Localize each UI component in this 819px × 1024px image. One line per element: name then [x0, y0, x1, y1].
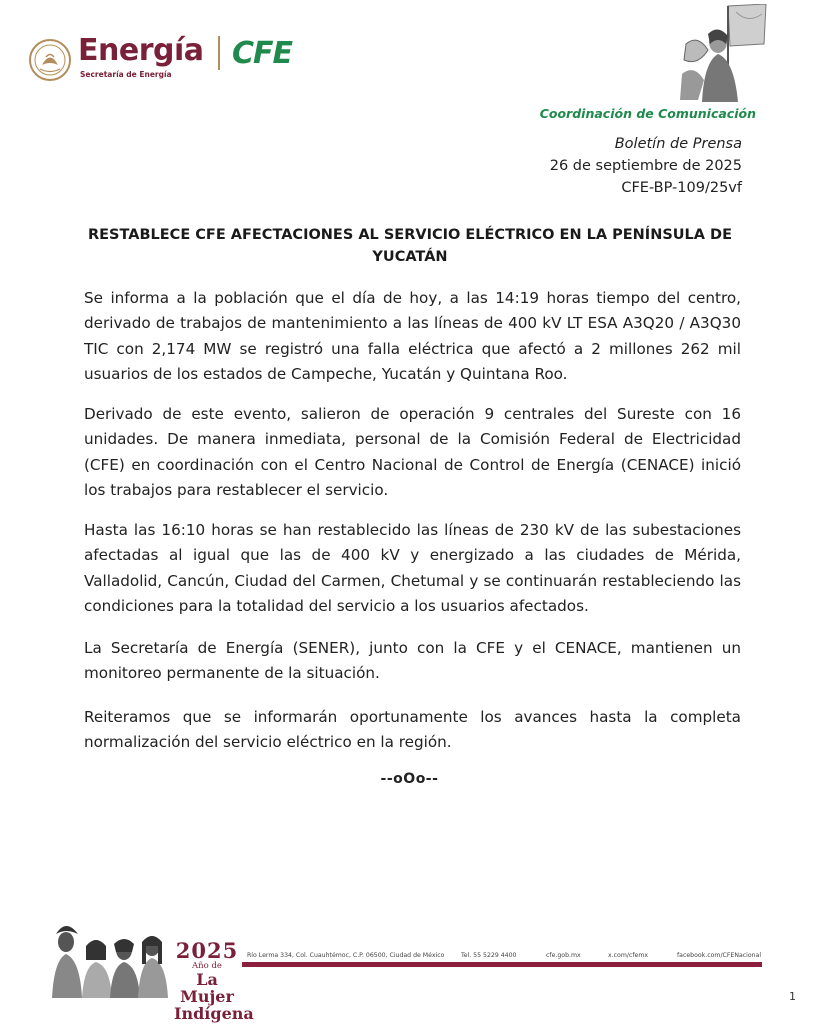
- closing-mark: --oOo--: [380, 771, 439, 787]
- bulletin-type: Boletín de Prensa: [614, 136, 742, 152]
- body-paragraph: Se informa a la población que el día de hoy, a las 14:19 horas tiempo del centro, derivado de trabajos de mantenimiento a las líneas de 400 kV LT ESA A3Q20 / A3Q30 TIC con 2,174 MW se registró una falla eléctrica que afectó a 2 millones 262 mil usuarios de los estados de Campeche, Yucatán y Quintana Roo.: [84, 289, 741, 384]
- year-logo-year: 2025: [175, 938, 239, 963]
- coat-of-arms-icon: [28, 38, 72, 82]
- bulletin-code: CFE-BP-109/25vf: [621, 180, 742, 196]
- body-paragraph: Reiteramos que se informarán oportunamente los avances hasta la completa normalización del servicio eléctrico en la región.: [84, 708, 741, 752]
- footer-phone: Tel. 55 5229 4400: [461, 952, 517, 959]
- department-label: Coordinación de Comunicación: [539, 106, 756, 121]
- indigenous-women-illustration: [46, 920, 170, 998]
- heroine-flag-illustration: [678, 4, 770, 104]
- year-logo-line1: La Mujer: [180, 970, 234, 1006]
- footer-website-link[interactable]: cfe.gob.mx: [546, 952, 581, 959]
- body-paragraph: Derivado de este evento, salieron de operación 9 centrales del Sureste con 16 unidades. De manera inmediata, personal de la Comisión Federal de Electricidad (CFE) en coordinación con el Centro Nacional de Control de Energía (CENACE) inició los trabajos para restablecer el servicio.: [84, 405, 741, 500]
- cfe-logo: CFE: [232, 36, 293, 71]
- ministry-subtitle: Secretaría de Energía: [80, 70, 172, 79]
- footer-x-link[interactable]: x.com/cfemx: [608, 952, 649, 959]
- bulletin-date: 26 de septiembre de 2025: [549, 158, 742, 174]
- footer-address: Río Lerma 334, Col. Cuauhtémoc, C.P. 06500, Ciudad de México: [247, 952, 445, 959]
- body-paragraph: Hasta las 16:10 horas se han restablecido las líneas de 230 kV de las subestaciones afectadas al igual que las de 400 kV y energizado a las ciudades de Mérida, Valladolid, Cancún, Ciudad del Carmen, Chetumal y se continuarán restableciendo las condiciones para la totalidad del servicio a los usuarios afectados.: [84, 521, 741, 616]
- year-logo: [174, 938, 254, 1023]
- footer-facebook-link[interactable]: facebook.com/CFENacional: [677, 952, 762, 959]
- footer-bar: [242, 962, 762, 967]
- page-number: 1: [789, 990, 796, 1003]
- body-paragraph: La Secretaría de Energía (SENER), junto con la CFE y el CENACE, mantienen un monitoreo permanente de la situación.: [84, 639, 741, 683]
- press-release-title: RESTABLECE CFE AFECTACIONES AL SERVICIO ELÉCTRICO EN LA PENÍNSULA DE YUCATÁN: [87, 227, 733, 265]
- logo-divider: [218, 36, 220, 70]
- year-logo-line2: Indígena: [174, 1004, 254, 1023]
- ministry-name: Energía: [78, 33, 204, 68]
- year-logo-small-text: Año de: [192, 961, 222, 971]
